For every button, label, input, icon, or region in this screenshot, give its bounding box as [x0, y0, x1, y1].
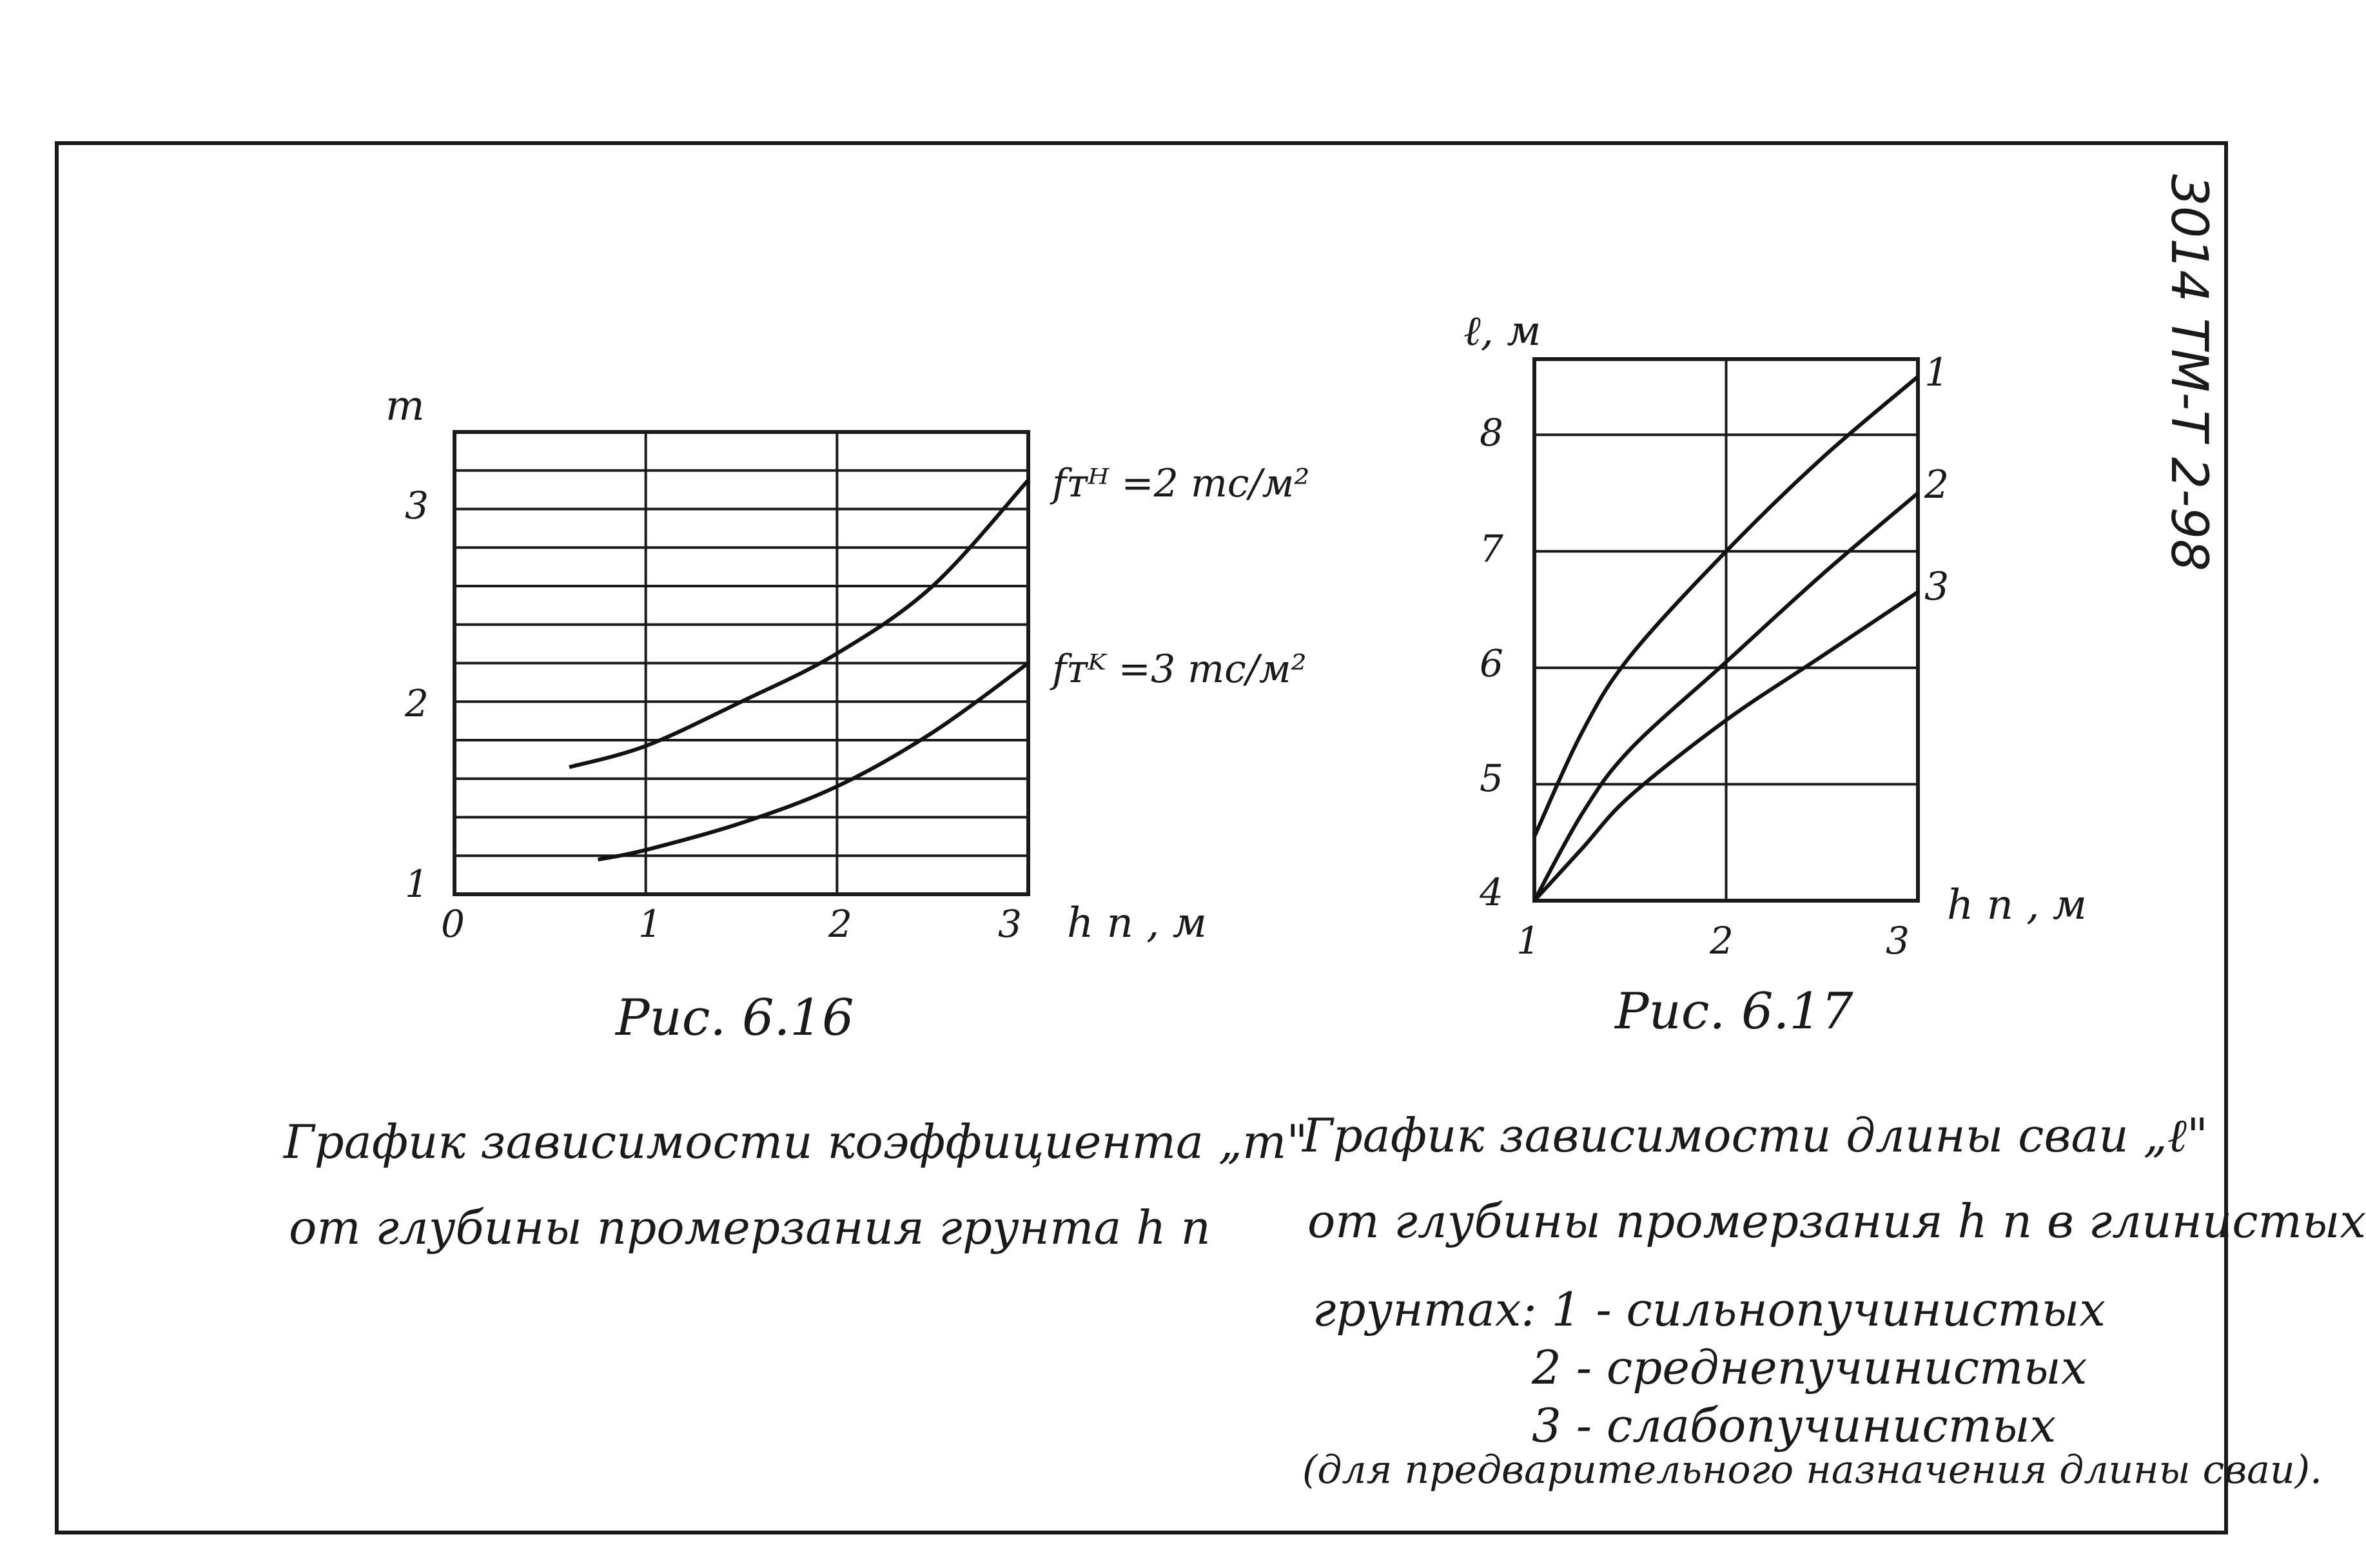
chart1-x-tick-3: 3: [998, 902, 1022, 946]
chart2-caption-line-1: График зависимости длины сваи „ℓ": [1302, 1108, 2208, 1162]
chart1-series-label-fk: fᴛᴷ =3 тс/м²: [1052, 647, 1307, 692]
chart1-y-tick-1: 1: [405, 862, 429, 906]
chart2-caption-line-3: грунтах: 1 - сильнопучинистых: [1313, 1282, 2106, 1337]
chart2-y-tick-8: 8: [1480, 411, 1503, 455]
chart1-figure-label: Рис. 6.16: [616, 989, 854, 1047]
chart1-y-tick-3: 3: [405, 484, 429, 527]
chart2-x-tick-1: 1: [1516, 919, 1540, 963]
chart1-y-tick-2: 2: [405, 681, 429, 725]
chart1-x-tick-1: 1: [638, 902, 662, 946]
chart2-x-tick-3: 3: [1886, 919, 1910, 963]
chart1-series-label-fn: fᴛᴴ =2 тс/м²: [1052, 461, 1310, 506]
chart2-x-axis-label: h п , м: [1947, 881, 2087, 929]
chart1-x-tick-2: 2: [828, 902, 852, 946]
chart1-x-tick-0: 0: [441, 902, 465, 946]
chart2-y-axis-label: ℓ, м: [1463, 308, 1541, 355]
chart1-caption-line-1: График зависимости коэффициента „m": [284, 1115, 1308, 1169]
chart2-caption-line-6: (для предварительного назначения длины сваи).: [1302, 1447, 2323, 1493]
chart2-series-label-3: 3: [1924, 564, 1950, 609]
chart2-series-label-1: 1: [1924, 350, 1950, 395]
chart2-y-tick-4: 4: [1480, 870, 1503, 914]
chart2-y-tick-5: 5: [1480, 756, 1503, 800]
chart1-y-axis-label: m: [386, 382, 425, 430]
chart2-caption-line-5: 3 - слабопучинистых: [1532, 1398, 2057, 1453]
chart2-caption-line-2: от глубины промерзания h п в глинистых: [1307, 1194, 2366, 1248]
chart2-y-tick-6: 6: [1480, 642, 1503, 685]
chart2-y-tick-7: 7: [1480, 527, 1503, 571]
chart1-x-axis-label: h п , м: [1067, 899, 1207, 947]
chart2-series-label-2: 2: [1924, 462, 1950, 507]
chart2-caption-line-4: 2 - среднепучинистых: [1532, 1340, 2087, 1395]
chart1-caption-line-2: от глубины промерзания грунта h п: [289, 1200, 1211, 1255]
chart2-x-tick-2: 2: [1710, 919, 1734, 963]
document-code: 3014 ТМ-Т 2-98: [2160, 174, 2218, 571]
chart2-figure-label: Рис. 6.17: [1615, 983, 1853, 1041]
